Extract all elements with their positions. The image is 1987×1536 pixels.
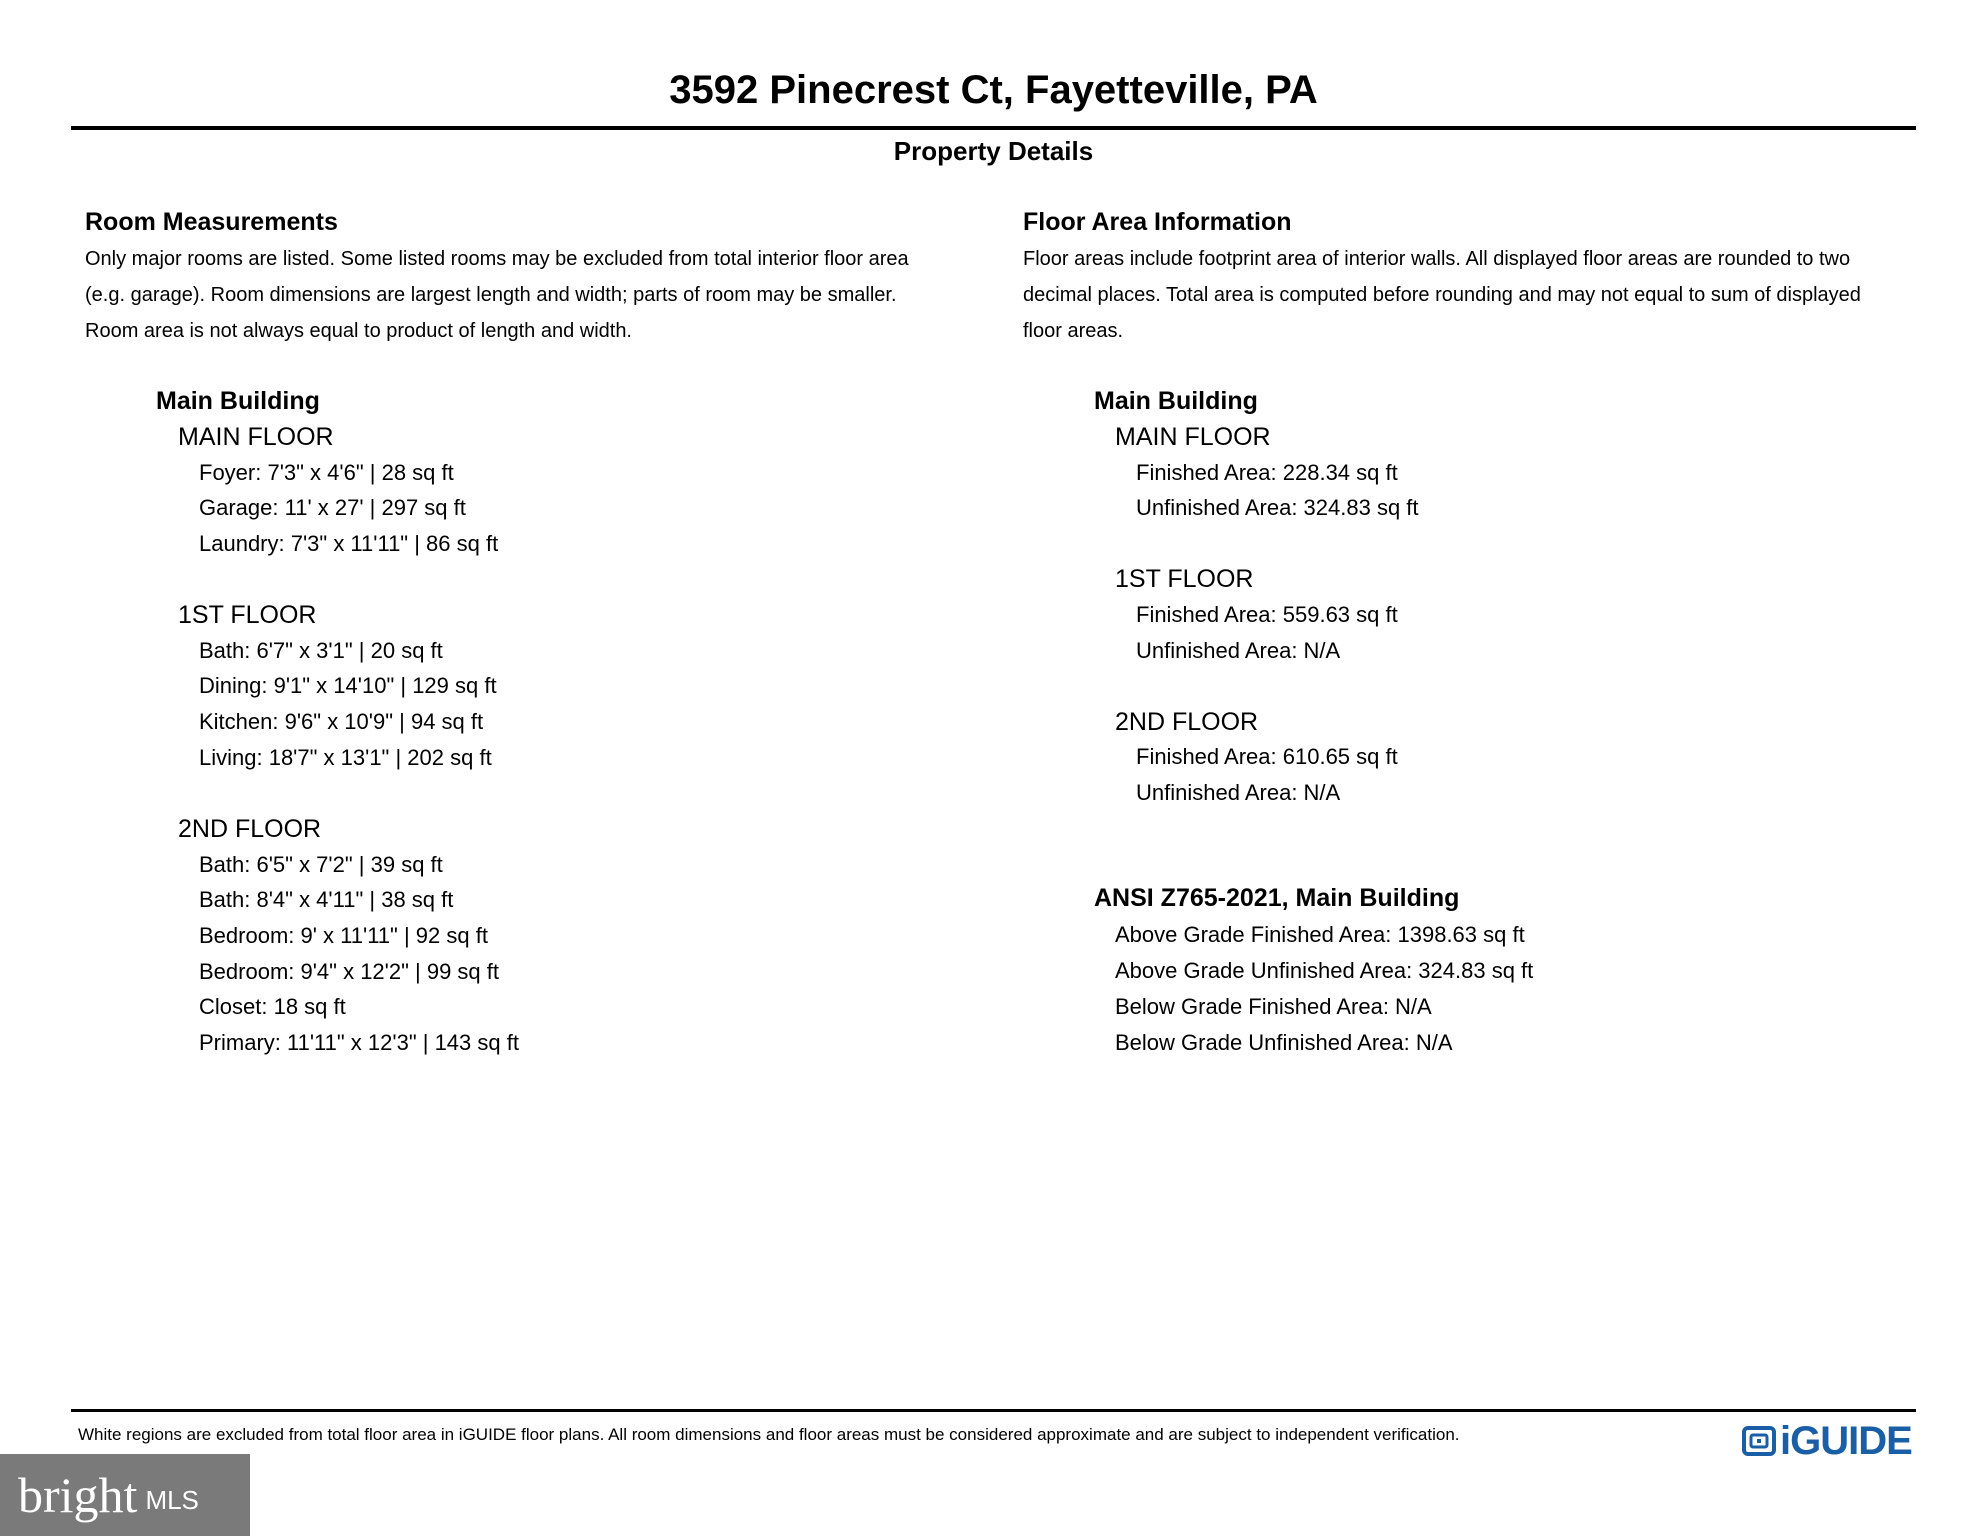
area-building-heading: Main Building (1094, 387, 1258, 415)
room-item: Living: 18'7" x 13'1" | 202 sq ft (199, 745, 492, 770)
ansi-item: Above Grade Finished Area: 1398.63 sq ft (1115, 922, 1525, 947)
area-item: Finished Area: 610.65 sq ft (1136, 744, 1398, 769)
iguide-logo-icon (1742, 1425, 1776, 1457)
room-item: Garage: 11' x 27' | 297 sq ft (199, 495, 466, 520)
floor-area-heading: Floor Area Information (1023, 208, 1292, 236)
floor-area-note-line-2: decimal places. Total area is computed before rounding and may not equal to sum of displayed (1023, 284, 1861, 306)
area-floor-heading: 2ND FLOOR (1115, 708, 1259, 736)
room-item: Kitchen: 9'6" x 10'9" | 94 sq ft (199, 709, 484, 734)
room-item: Bedroom: 9' x 11'11" | 92 sq ft (199, 923, 488, 948)
bright-mls-watermark (0, 1454, 250, 1536)
page-subtitle: Property Details (893, 136, 1094, 166)
page-title: 3592 Pinecrest Ct, Fayetteville, PA (669, 68, 1318, 112)
room-floor-heading: MAIN FLOOR (178, 423, 334, 451)
room-building-heading: Main Building (156, 387, 320, 415)
area-item: Unfinished Area: N/A (1136, 638, 1341, 663)
room-measurements-note-line-2: (e.g. garage). Room dimensions are largest length and width; parts of room may be smaller. (85, 284, 897, 306)
header-divider (71, 126, 1916, 130)
ansi-item: Above Grade Unfinished Area: 324.83 sq ft (1115, 958, 1534, 983)
footer-divider (71, 1409, 1916, 1412)
room-item: Laundry: 7'3" x 11'11" | 86 sq ft (199, 531, 499, 556)
room-item: Bath: 8'4" x 4'11" | 38 sq ft (199, 887, 454, 912)
room-item: Primary: 11'11" x 12'3" | 143 sq ft (199, 1030, 519, 1055)
footer-disclaimer: White regions are excluded from total floor area in iGUIDE floor plans. All room dimensions and floor areas must be considered approximate and are subject to independent verification. (78, 1425, 1460, 1444)
floor-area-note-line-3: floor areas. (1023, 320, 1124, 342)
room-measurements-heading: Room Measurements (85, 208, 338, 236)
area-item: Unfinished Area: 324.83 sq ft (1136, 495, 1419, 520)
area-floor-heading: 1ST FLOOR (1115, 565, 1254, 593)
ansi-item: Below Grade Unfinished Area: N/A (1115, 1030, 1453, 1055)
floor-area-note-line-1: Floor areas include footprint area of interior walls. All displayed floor areas are rounded to two (1023, 248, 1851, 270)
room-floor-heading: 1ST FLOOR (178, 601, 317, 629)
area-item: Finished Area: 228.34 sq ft (1136, 460, 1398, 485)
room-measurements-note-line-1: Only major rooms are listed. Some listed rooms may be excluded from total interior floor area (85, 248, 909, 270)
room-item: Bath: 6'5" x 7'2" | 39 sq ft (199, 852, 443, 877)
area-item: Unfinished Area: N/A (1136, 780, 1341, 805)
area-item: Finished Area: 559.63 sq ft (1136, 602, 1398, 627)
ansi-item: Below Grade Finished Area: N/A (1115, 994, 1432, 1019)
room-measurements-note-line-3: Room area is not always equal to product of length and width. (85, 320, 632, 342)
iguide-logo-text: iGUIDE (1780, 1418, 1912, 1463)
ansi-heading: ANSI Z765-2021, Main Building (1094, 884, 1460, 912)
room-item: Bedroom: 9'4" x 12'2" | 99 sq ft (199, 959, 500, 984)
room-floor-heading: 2ND FLOOR (178, 815, 322, 843)
room-item: Bath: 6'7" x 3'1" | 20 sq ft (199, 638, 443, 663)
room-item: Foyer: 7'3" x 4'6" | 28 sq ft (199, 460, 454, 485)
room-item: Dining: 9'1" x 14'10" | 129 sq ft (199, 673, 497, 698)
room-item: Closet: 18 sq ft (199, 994, 346, 1019)
watermark-word: bright (18, 1467, 138, 1523)
iguide-logo (1742, 1418, 1912, 1464)
watermark-suffix: MLS (145, 1484, 199, 1515)
area-floor-heading: MAIN FLOOR (1115, 423, 1271, 451)
